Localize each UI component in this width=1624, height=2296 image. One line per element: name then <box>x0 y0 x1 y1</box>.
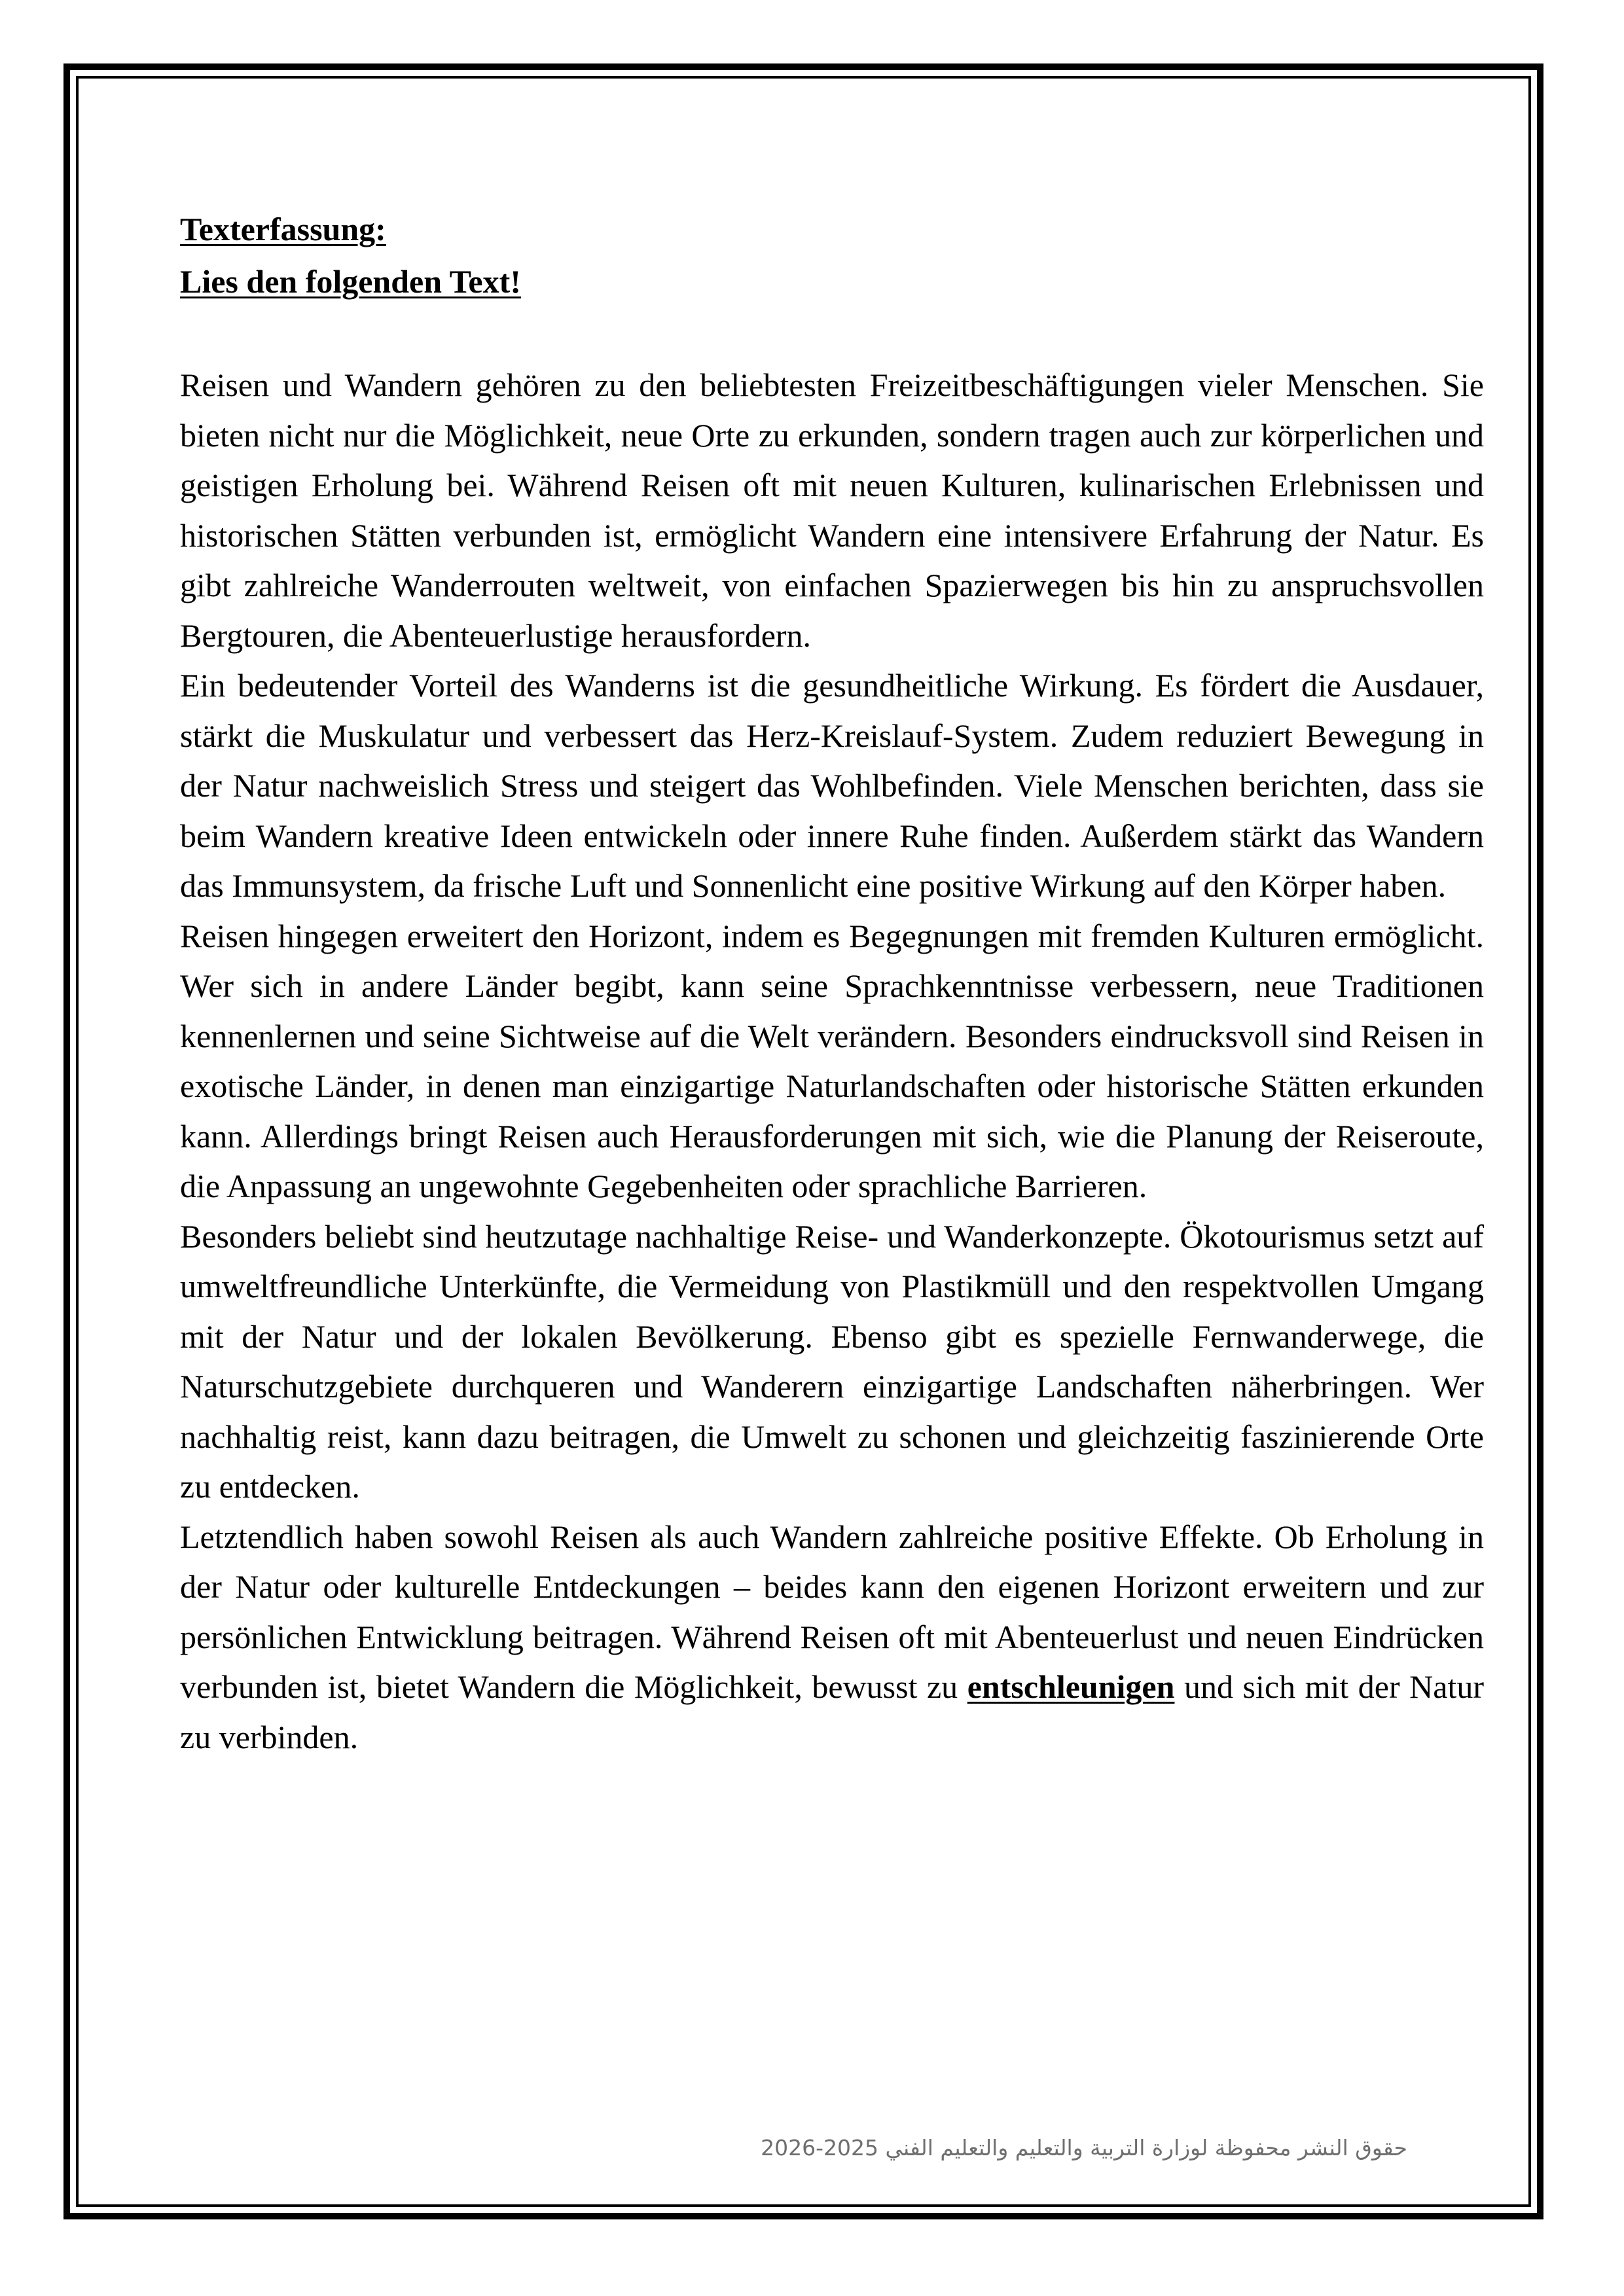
highlighted-word: entschleunigen <box>967 1668 1175 1705</box>
heading-title: Texterfassung: <box>180 211 386 247</box>
paragraph-final <box>180 1512 1484 1763</box>
paragraph: Ein bedeutender Vorteil des Wanderns ist die gesundheitliche Wirkung. Es fördert die Ausdauer, stärkt die Muskulatur und verbessert das Herz-Kreislauf-System. Zudem reduziert Bewegung in der Natur nachweislich Stress und steigert das Wohlbefinden. Viele Menschen berichten, dass sie beim Wandern kreative Ideen entwickeln oder innere Ruhe finden. Außerdem stärkt das Wandern das Immunsystem, da frische Luft und Sonnenlicht eine positive Wirkung auf den Körper haben. <box>180 667 1484 904</box>
reading-text <box>180 360 1484 1762</box>
copyright-footer: حقوق النشر محفوظة لوزارة التربية والتعليم والتعليم الفني 2025-2026 <box>761 2135 1407 2161</box>
paragraph: Reisen hingegen erweitert den Horizont, indem es Begegnungen mit fremden Kulturen ermöglicht. Wer sich in andere Länder begibt, kann seine Sprachkenntnisse verbessern, neue Traditionen kennenlernen und seine Sichtweise auf die Welt verändern. Besonders eindrucksvoll sind Reisen in exotische Länder, in denen man einzigartige Naturlandschaften oder historische Stätten erkunden kann. Allerdings bringt Reisen auch Herausforderungen mit sich, wie die Planung der Reiseroute, die Anpassung an ungewohnte Gegebenheiten oder sprachliche Barrieren. <box>180 917 1484 1204</box>
paragraph-final-ending: und sich mit der Natur zu verbinden. <box>180 1668 1485 1755</box>
paragraph: Besonders beliebt sind heutzutage nachhaltige Reise- und Wanderkonzepte. Ökotourismus setzt auf umweltfreundliche Unterkünfte, die Vermeidung von Plastikmüll und den respektvollen Umgang mit der Natur und der lokalen Bevölkerung. Ebenso gibt es spezielle Fernwanderwege, die Naturschutzgebiete durchqueren und Wanderern einzigartige Landschaften näherbringen. Wer nachhaltig reist, kann dazu beitragen, die Umwelt zu schonen und gleichzeitig faszinierende Orte zu entdecken. <box>180 1217 1484 1505</box>
paragraph: Reisen und Wandern gehören zu den beliebtesten Freizeitbeschäftigungen vieler Menschen. Sie bieten nicht nur die Möglichkeit, neue Orte zu erkunden, sondern tragen auch zur körperlichen und geistigen Erholung bei. Während Reisen oft mit neuen Kulturen, kulinarischen Erlebnissen und historischen Stätten verbunden ist, ermöglicht Wandern eine intensivere Erfahrung der Natur. Es gibt zahlreiche Wanderrouten weltweit, von einfachen Spazierwegen bis hin zu anspruchsvollen Bergtouren, die Abenteuerlustige herausfordern. <box>180 367 1484 654</box>
document-content <box>180 203 1484 1762</box>
heading-instruction: Lies den folgenden Text! <box>180 263 521 300</box>
paragraph-final-text: Letztendlich haben sowohl Reisen als auch Wandern zahlreiche positive Effekte. Ob Erholung in der Natur oder kulturelle Entdeckungen – beides kann den eigenen Horizont erweitern und zur persönlichen Entwicklung beitragen. Während Reisen oft mit Abenteuerlust und neuen Eindrücken verbunden ist, bietet Wandern die Möglichkeit, bewusst zu <box>180 1518 1484 1705</box>
